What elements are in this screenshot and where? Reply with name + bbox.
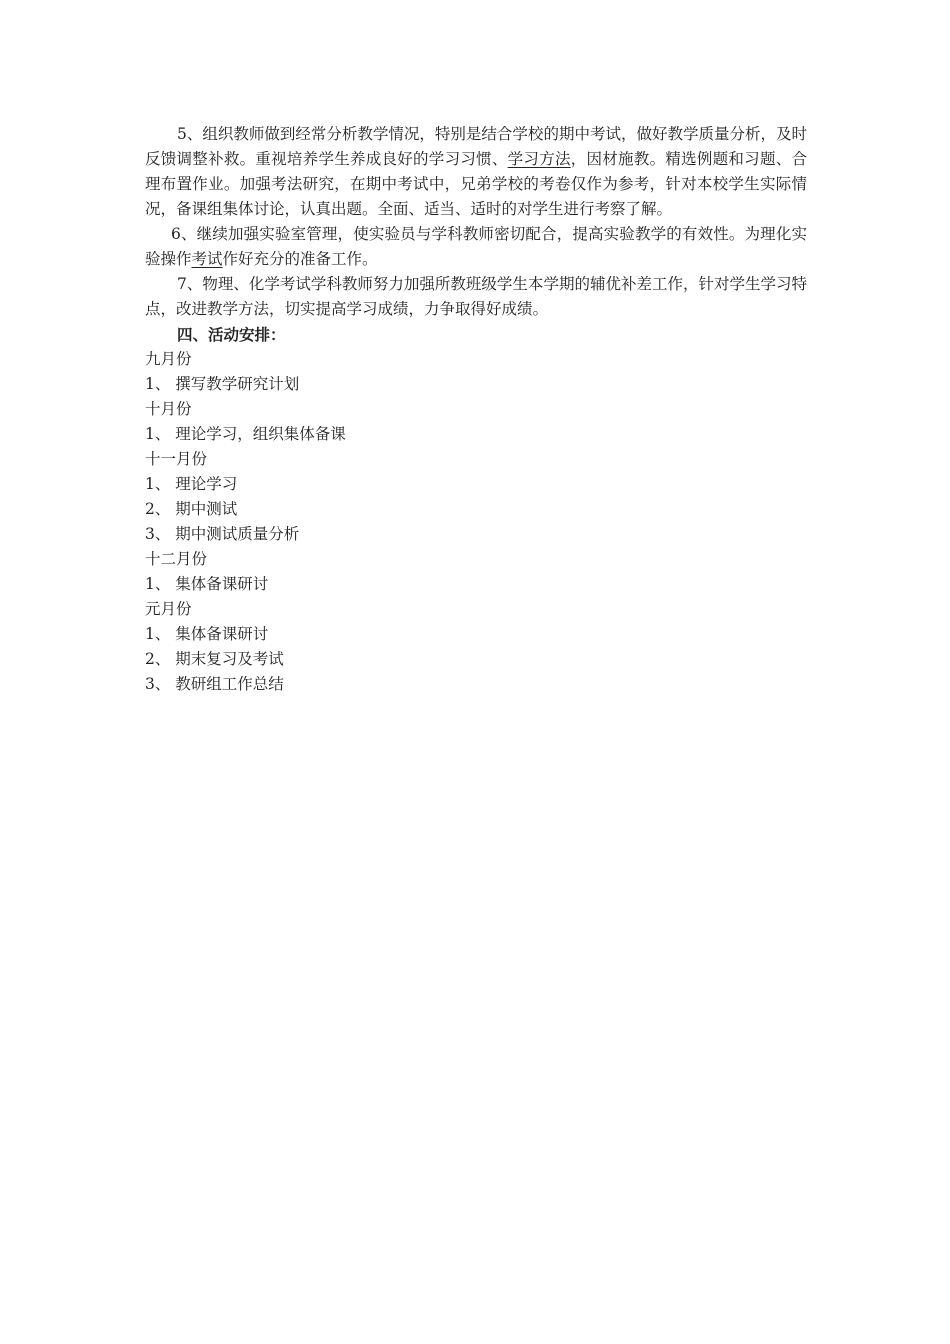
schedule-item: 1、 理论学习 bbox=[145, 475, 238, 493]
month-label-september: 九月份 bbox=[145, 350, 192, 368]
schedule-item: 2、 期末复习及考试 bbox=[145, 650, 284, 668]
month-label-october: 十月份 bbox=[145, 400, 192, 418]
exam-link[interactable]: 考试 bbox=[191, 250, 223, 268]
section-heading-activities: 四、活动安排： bbox=[177, 325, 286, 344]
paragraph-7-text: 7、物理、化学考试学科教师努力加强所教班级学生本学期的辅优补差工作，针对学生学习特点，改进教学方法，切实提高学习成绩，力争取得好成绩。 bbox=[145, 275, 807, 318]
month-label-november: 十一月份 bbox=[145, 450, 208, 468]
paragraph-6-text-a: 6、继续加强实验室管理，使实验员与学科教师密切配合，提高实验教学的有效性。为理化实验操作 bbox=[145, 225, 807, 268]
schedule-item: 3、 教研组工作总结 bbox=[145, 675, 284, 693]
schedule-item: 1、 理论学习，组织集体备课 bbox=[145, 425, 346, 443]
paragraph-item-5 bbox=[145, 122, 807, 222]
paragraph-item-6 bbox=[145, 222, 807, 272]
document-page bbox=[145, 122, 807, 697]
month-label-january: 元月份 bbox=[145, 600, 192, 618]
paragraph-5-text-a: 5、组织教师做到经常分析教学情况，特别是结合学校的期中考试，做好教学质量分析，及时反馈调整补救。重视培养学生养成良好的学习习惯、 bbox=[145, 125, 807, 168]
study-method-link[interactable]: 学习方法 bbox=[507, 150, 571, 168]
paragraph-5-text-b: ，因材施教。精选例题和习题、合理布置作业。加强考法研究，在期中考试中，兄弟学校的考卷仅作为参考，针对本校学生实际情况，备课组集体讨论，认真出题。全面、适当、适时的对学生进行考察了解。 bbox=[145, 150, 807, 218]
schedule-item: 1、 集体备课研讨 bbox=[145, 575, 269, 593]
schedule-item: 1、 撰写教学研究计划 bbox=[145, 375, 300, 393]
month-label-december: 十二月份 bbox=[145, 550, 208, 568]
paragraph-6-text-b: 作好充分的准备工作。 bbox=[222, 250, 378, 268]
paragraph-item-7 bbox=[145, 272, 807, 322]
schedule-item: 2、 期中测试 bbox=[145, 500, 238, 518]
schedule-list bbox=[145, 347, 807, 697]
schedule-item: 1、 集体备课研讨 bbox=[145, 625, 269, 643]
schedule-item: 3、 期中测试质量分析 bbox=[145, 525, 300, 543]
